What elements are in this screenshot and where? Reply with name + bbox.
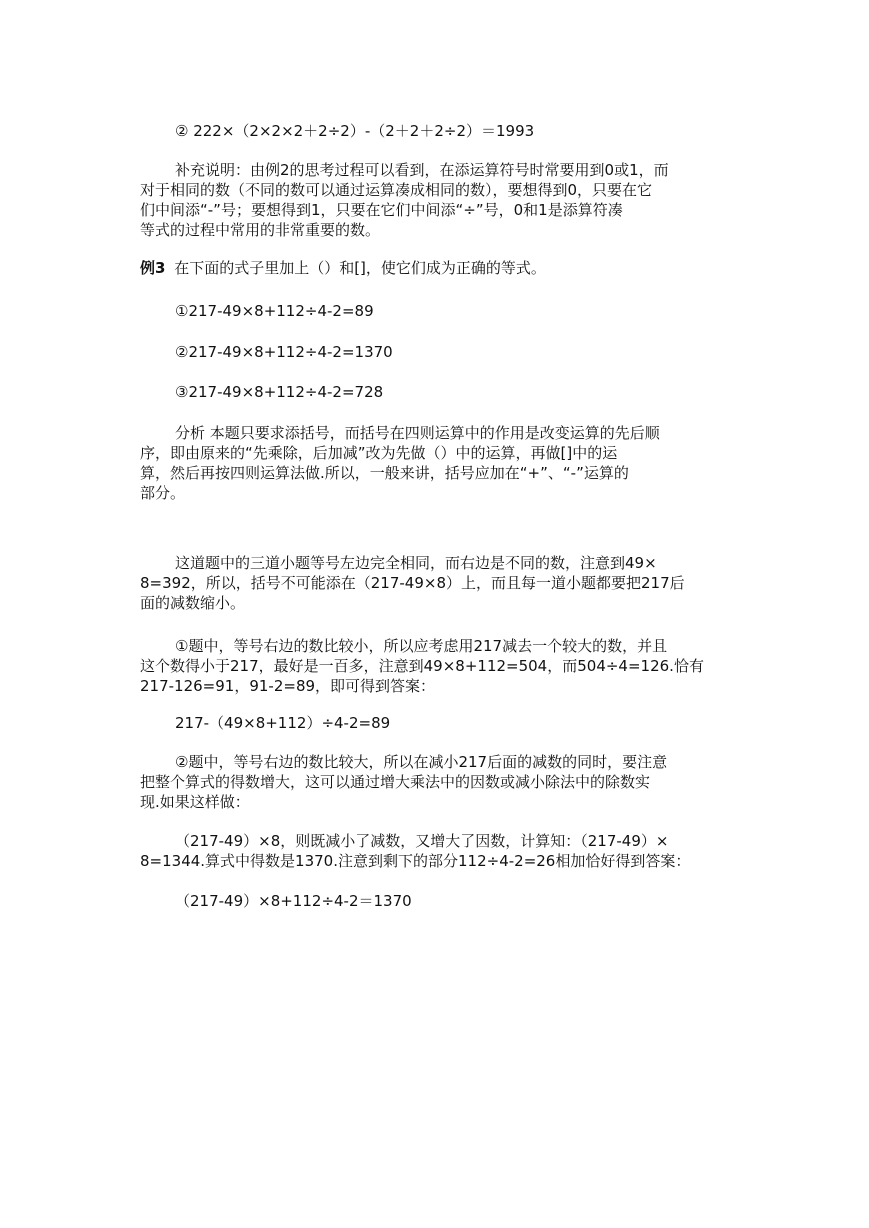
same-left-paragraph: [140, 553, 750, 613]
supplement-line: 补充说明：由例2的思考过程可以看到，在添运算符号时常要用到0或1，而: [175, 161, 669, 179]
same-left-line: 8=392，所以，括号不可能添在（217-49×8）上，而且每一道小题都要把217后: [140, 574, 685, 592]
same-left-line: 这道题中的三道小题等号左边完全相同，而右边是不同的数，注意到49×: [175, 554, 657, 572]
calculation-line: （217-49）×8，则既减小了减数，又增大了因数，计算知：（217-49）×: [175, 832, 669, 850]
analysis-line: 分析 本题只要求添括号，而括号在四则运算中的作用是改变运算的先后顺: [175, 424, 660, 442]
analysis-line: 算，然后再按四则运算法做.所以，一般来讲，括号应加在“+”、“-”运算的: [140, 464, 629, 482]
analysis-line: 部分。: [140, 484, 186, 502]
question-1-line: 217-126=91，91-2=89，即可得到答案：: [140, 677, 436, 695]
question-2-line: ②题中，等号右边的数比较大，所以在减小217后面的减数的同时，要注意: [175, 753, 668, 771]
equation-1: ①217-49×8+112÷4-2=89: [175, 302, 374, 320]
example-3-heading: [140, 258, 750, 278]
supplement-line: 们中间添“-”号；要想得到1，只要在它们中间添“÷”号，0和1是添算符凑: [140, 201, 623, 219]
formula-line-2: ② 222×（2×2×2＋2÷2）-（2＋2＋2÷2）＝1993: [175, 122, 535, 140]
calculation-line: 8=1344.算式中得数是1370.注意到剩下的部分112÷4-2=26相加恰好得到答案：: [140, 852, 691, 870]
question-2-paragraph: [140, 752, 750, 812]
question-2-line: 现.如果这样做：: [140, 793, 250, 811]
question-1-line: 这个数得小于217，最好是一百多，注意到49×8+112=504，而504÷4=126.恰有: [140, 657, 704, 675]
supplement-paragraph: [140, 160, 750, 240]
calculation-paragraph: [140, 831, 750, 871]
question-2-line: 把整个算式的得数增大，这可以通过增大乘法中的因数或减小除法中的除数实: [140, 773, 651, 791]
supplement-line: 对于相同的数（不同的数可以通过运算凑成相同的数），要想得到0，只要在它: [140, 181, 653, 199]
analysis-line: 序，即由原来的“先乘除，后加减”改为先做（）中的运算，再做[]中的运: [140, 444, 618, 462]
answer-2: （217-49）×8+112÷4-2＝1370: [175, 892, 412, 910]
question-1-paragraph: [140, 636, 750, 696]
same-left-line: 面的减数缩小。: [140, 594, 246, 612]
question-1-line: ①题中，等号右边的数比较小，所以应考虑用217减去一个较大的数，并且: [175, 637, 668, 655]
equation-2: ②217-49×8+112÷4-2=1370: [175, 343, 393, 361]
example-3-text: 在下面的式子里加上（）和[]，使它们成为正确的等式。: [169, 259, 546, 277]
analysis-paragraph: [140, 423, 750, 503]
supplement-line: 等式的过程中常用的非常重要的数。: [140, 221, 381, 239]
answer-1: 217-（49×8+112）÷4-2=89: [175, 714, 391, 732]
example-3-label: 例3: [140, 259, 166, 277]
equation-3: ③217-49×8+112÷4-2=728: [175, 383, 384, 401]
